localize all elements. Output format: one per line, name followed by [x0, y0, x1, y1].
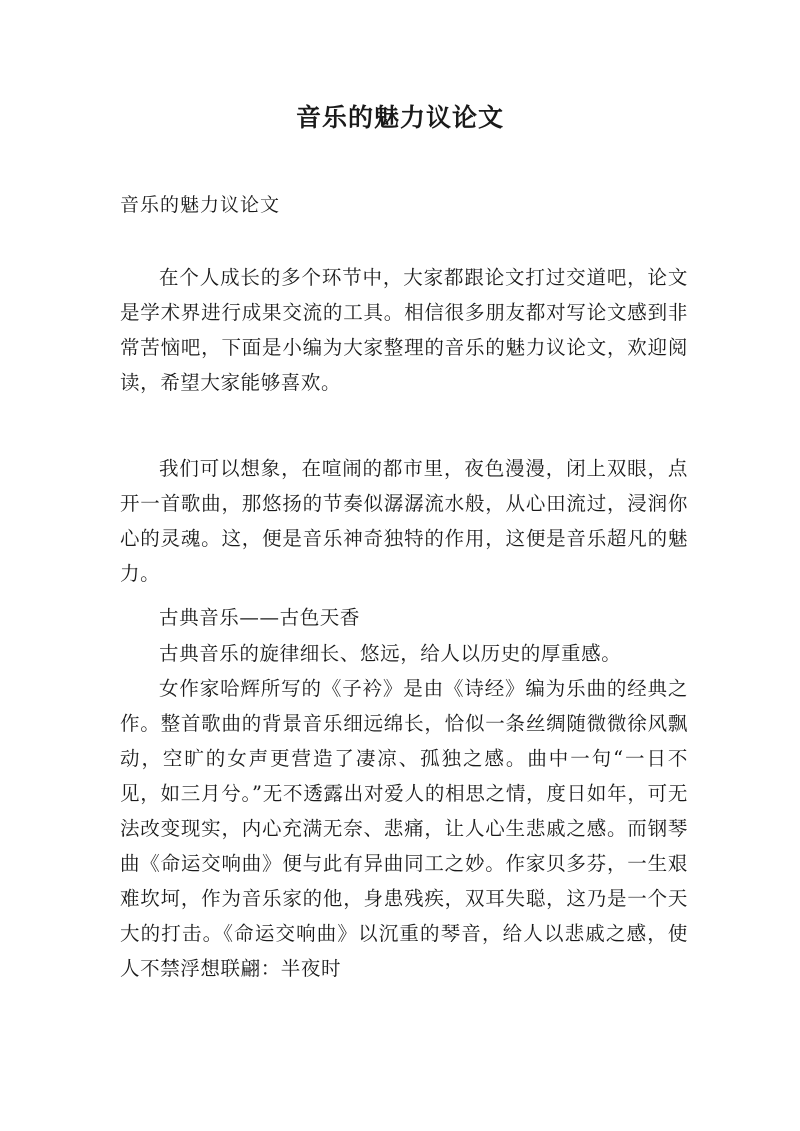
paragraph-classical-intro: 古典音乐的旋律细长、悠远，给人以历史的厚重感。: [159, 642, 622, 665]
section-heading-classical: 古典音乐——古色天香: [159, 606, 361, 629]
paragraph-intro: 在个人成长的多个环节中，大家都跟论文打过交道吧，论文是学术界进行成果交流的工具。相信很多朋友都对写论文感到非常苦恼吧，下面是小编为大家整理的音乐的魅力议论文，欢迎阅读，希望大家能够喜欢。: [120, 266, 688, 394]
paragraph-zijin: 女作家哈辉所写的《子衿》是由《诗经》编为乐曲的经典之作。整首歌曲的背景音乐细远绵长，恰似一条丝绸随微微徐风飘动，空旷的女声更营造了凄凉、孤独之感。曲中一句“一日不见，如三月兮。”无不透露出对爱人的相思之情，度日如年，可无法改变现实，内心充满无奈、悲痛，让人心生悲戚之感。而钢琴曲《命运交响曲》便与此有异曲同工之妙。作家贝多芬，一生艰难坎坷，作为音乐家的他，身患残疾，双耳失聪，这乃是一个天大的打击。《命运交响曲》以沉重的琴音，给人以悲戚之感，使人不禁浮想联翩：半夜时: [120, 677, 688, 980]
document-subtitle: 音乐的魅力议论文: [120, 194, 281, 216]
paragraph-imagine: 我们可以想象，在喧闹的都市里，夜色漫漫，闭上双眼，点开一首歌曲，那悠扬的节奏似潺潺流水般，从心田流过，浸润你心的灵魂。这，便是音乐神奇独特的作用，这便是音乐超凡的魅力。: [120, 457, 688, 585]
document-title: 音乐的魅力议论文: [295, 103, 504, 132]
